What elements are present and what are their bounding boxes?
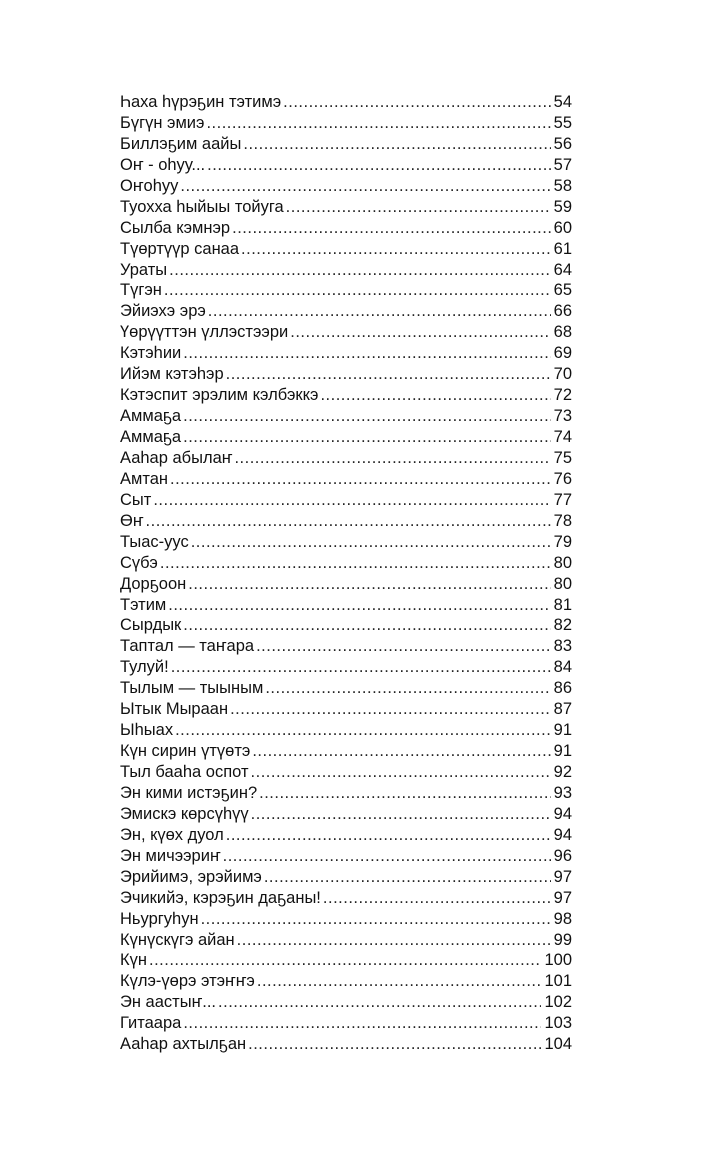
toc-entry-title: Тылым — тыыным [120, 679, 264, 698]
toc-entry-page-number: 60 [553, 218, 572, 237]
toc-entry-title: Биллэҕим аайы [120, 134, 242, 153]
toc-dot-leader [169, 260, 550, 281]
toc-entry-title: Кэтэһии [120, 344, 182, 363]
toc-entry [120, 239, 572, 260]
toc-entry-page-number: 103 [544, 1014, 572, 1033]
toc-entry-page-number: 65 [553, 281, 572, 300]
toc-dot-leader [191, 532, 551, 553]
toc-entry [120, 992, 572, 1013]
toc-dot-leader [232, 218, 551, 239]
toc-dot-leader [286, 197, 551, 218]
toc-entry [120, 553, 572, 574]
toc-dot-leader [283, 92, 550, 113]
toc-dot-leader [320, 385, 550, 406]
toc-entry [120, 448, 572, 469]
toc-entry-page-number: 92 [553, 763, 572, 781]
toc-entry-title: Таптал — таҥара [120, 637, 255, 656]
toc-entry-title: Ньургуһун [120, 909, 199, 928]
toc-entry-page-number: 83 [553, 637, 572, 656]
toc-dot-leader [243, 134, 550, 155]
toc-entry-page-number: 68 [553, 323, 572, 342]
toc-entry-title: Эрийимэ, эрэйимэ [120, 867, 262, 886]
toc-dot-leader [234, 448, 550, 469]
toc-dot-leader [256, 636, 551, 657]
toc-entry-title: Сырдык [120, 616, 182, 635]
toc-dot-leader [183, 406, 551, 427]
toc-entry-page-number: 102 [544, 993, 572, 1012]
toc-entry [120, 1013, 572, 1034]
toc-entry-title: Аммаҕа [120, 407, 182, 426]
toc-entry-page-number: 86 [553, 679, 572, 698]
toc-entry-title: Күлэ-үөрэ этэҥҥэ [120, 972, 255, 991]
toc-dot-leader [207, 155, 550, 176]
toc-entry [120, 867, 572, 888]
toc-dot-leader [323, 888, 551, 909]
toc-entry-title: Ааһар абылаҥ [120, 448, 233, 467]
toc-dot-leader [241, 239, 551, 260]
toc-entry-page-number: 59 [553, 197, 572, 216]
toc-entry [120, 1034, 572, 1055]
toc-entry [120, 364, 572, 385]
toc-entry-title: Аммаҕа [120, 428, 182, 446]
toc-entry [120, 741, 572, 762]
toc-entry-title: Бүгүн эмиэ [120, 113, 205, 132]
toc-entry-page-number: 56 [553, 134, 572, 153]
toc-entry [120, 469, 572, 490]
toc-entry-page-number: 72 [553, 386, 572, 405]
toc-entry [120, 113, 572, 134]
toc-entry [120, 197, 572, 218]
toc-entry-page-number: 98 [553, 909, 572, 928]
toc-dot-leader [226, 364, 551, 385]
toc-dot-leader [223, 846, 551, 867]
toc-entry-title: Эчикийэ, кэрэҕин даҕаны! [120, 888, 321, 907]
toc-dot-leader [164, 280, 551, 301]
toc-dot-leader [175, 720, 551, 741]
toc-entry [120, 720, 572, 741]
toc-entry-page-number: 74 [553, 428, 572, 446]
toc-entry-page-number: 94 [553, 825, 572, 844]
toc-entry-title: Эн, күөх дуол [120, 825, 224, 844]
toc-entry-page-number: 61 [553, 239, 572, 258]
toc-entry-title: Күн [120, 951, 147, 970]
toc-entry-title: Күнүскүгэ айан [120, 930, 235, 949]
toc-entry-page-number: 78 [553, 511, 572, 530]
toc-entry-title: Тыл бааһа оспот [120, 763, 249, 781]
toc-entry-title: Туохха һыйыы тойуга [120, 197, 284, 216]
toc-entry-title: Күн сирин үтүөтэ [120, 742, 251, 761]
toc-entry-title: Ийэм кэтэһэр [120, 365, 224, 384]
toc-dot-leader [226, 825, 551, 846]
toc-entry-page-number: 64 [553, 260, 572, 279]
toc-entry-title: Һаха һүрэҕин тэтимэ [120, 93, 282, 111]
toc-dot-leader [188, 574, 550, 595]
toc-entry [120, 657, 572, 678]
toc-entry-page-number: 104 [544, 1035, 572, 1054]
toc-dot-leader [264, 867, 551, 888]
toc-entry-page-number: 99 [553, 930, 572, 949]
toc-dot-leader [259, 783, 551, 804]
toc-entry-title: Эмискэ көрсүһүү [120, 804, 249, 823]
toc-entry [120, 783, 572, 804]
toc-entry-page-number: 70 [553, 365, 572, 384]
toc-entry-page-number: 97 [553, 888, 572, 907]
toc-dot-leader [183, 343, 550, 364]
toc-entry-page-number: 57 [553, 155, 572, 174]
toc-entry [120, 176, 572, 197]
toc-entry [120, 595, 572, 616]
toc-entry-page-number: 75 [553, 448, 572, 467]
toc-entry-title: Сүбэ [120, 553, 158, 572]
toc-entry [120, 385, 572, 406]
toc-dot-leader [251, 804, 551, 825]
toc-entry [120, 762, 572, 783]
toc-entry-title: Эн аастыҥ... [120, 993, 217, 1012]
toc-entry [120, 971, 572, 992]
toc-entry [120, 301, 572, 322]
toc-dot-leader [208, 301, 551, 322]
toc-dot-leader [290, 322, 550, 343]
toc-entry [120, 490, 572, 511]
toc-dot-leader [257, 971, 542, 992]
toc-entry [120, 804, 572, 825]
toc-entry-title: Ааһар ахтылҕан [120, 1035, 247, 1054]
toc-entry-title: Сыт [120, 490, 152, 509]
toc-entry [120, 218, 572, 239]
toc-entry [120, 322, 572, 343]
toc-entry-page-number: 73 [553, 407, 572, 426]
toc-entry-title: Тэтим [120, 595, 167, 614]
toc-entry [120, 406, 572, 427]
toc-dot-leader [248, 1034, 541, 1055]
toc-entry-title: Кэтэспит эрэлим кэлбэккэ [120, 386, 319, 405]
toc-entry-title: Ураты [120, 260, 168, 279]
toc-dot-leader [251, 762, 551, 783]
toc-entry [120, 343, 572, 364]
toc-entry [120, 909, 572, 930]
toc-dot-leader [180, 176, 550, 197]
toc-entry [120, 134, 572, 155]
toc-entry [120, 260, 572, 281]
toc-dot-leader [237, 930, 551, 951]
toc-entry-page-number: 77 [553, 490, 572, 509]
toc-entry [120, 950, 572, 971]
toc-entry-title: Эн мичээриҥ [120, 846, 221, 865]
toc-entry-page-number: 66 [553, 302, 572, 321]
toc-dot-leader [153, 490, 550, 511]
toc-entry [120, 427, 572, 448]
toc-entry-page-number: 80 [553, 553, 572, 572]
toc-dot-leader [146, 511, 551, 532]
toc-entry-page-number: 58 [553, 176, 572, 195]
toc-entry-page-number: 96 [553, 846, 572, 865]
toc-entry-title: Эн кими истэҕин? [120, 783, 258, 802]
toc-entry-title: Түгэн [120, 281, 162, 300]
toc-entry-title: Эйиэхэ эрэ [120, 302, 206, 321]
toc-entry [120, 930, 572, 951]
toc-entry-title: Дорҕоон [120, 574, 187, 593]
toc-entry-page-number: 94 [553, 804, 572, 823]
table-of-contents [120, 92, 572, 1055]
toc-dot-leader [265, 678, 550, 699]
toc-dot-leader [252, 741, 550, 762]
toc-entry [120, 92, 572, 113]
toc-dot-leader [168, 595, 550, 616]
toc-dot-leader [170, 469, 551, 490]
toc-dot-leader [171, 657, 551, 678]
toc-dot-leader [183, 1013, 541, 1034]
toc-entry [120, 511, 572, 532]
toc-entry-page-number: 55 [553, 113, 572, 132]
toc-entry-title: Тыас-уус [120, 532, 189, 551]
toc-entry [120, 155, 572, 176]
toc-entry-page-number: 87 [553, 700, 572, 719]
toc-entry [120, 615, 572, 636]
toc-entry-page-number: 84 [553, 658, 572, 677]
toc-entry-page-number: 69 [553, 344, 572, 363]
toc-entry-page-number: 80 [553, 574, 572, 593]
toc-dot-leader [230, 699, 551, 720]
toc-entry-title: Оҥ - оһуу... [120, 155, 206, 174]
toc-entry [120, 678, 572, 699]
toc-dot-leader [160, 553, 551, 574]
toc-entry-title: Үөрүүттэн үллэстээри [120, 323, 289, 342]
toc-entry [120, 280, 572, 301]
toc-entry-page-number: 76 [553, 469, 572, 488]
toc-entry-page-number: 97 [553, 867, 572, 886]
toc-entry-title: Түөртүүр санаа [120, 239, 240, 258]
toc-dot-leader [201, 909, 551, 930]
toc-entry-title: Гитаара [120, 1014, 182, 1033]
toc-dot-leader [206, 113, 550, 134]
toc-entry-page-number: 101 [544, 972, 572, 991]
toc-entry-page-number: 91 [553, 742, 572, 761]
toc-dot-leader [183, 615, 550, 636]
toc-entry-page-number: 91 [553, 721, 572, 740]
toc-entry-page-number: 81 [553, 595, 572, 614]
toc-entry-title: Тулуй! [120, 658, 169, 677]
toc-entry-page-number: 79 [553, 532, 572, 551]
toc-entry-title: Сылба кэмнэр [120, 218, 231, 237]
toc-entry-page-number: 93 [553, 783, 572, 802]
toc-entry-title: Өҥ [120, 511, 144, 530]
toc-entry [120, 699, 572, 720]
toc-entry-page-number: 100 [544, 951, 572, 970]
toc-entry-title: Ыһыах [120, 721, 174, 740]
toc-entry [120, 574, 572, 595]
toc-entry [120, 888, 572, 909]
toc-entry-page-number: 82 [553, 616, 572, 635]
toc-entry-title: Амтан [120, 469, 169, 488]
toc-entry [120, 846, 572, 867]
toc-entry-title: Оҥоһуу [120, 176, 179, 195]
toc-entry [120, 636, 572, 657]
toc-dot-leader [218, 992, 541, 1013]
toc-entry [120, 825, 572, 846]
toc-dot-leader [149, 950, 541, 971]
toc-entry-page-number: 54 [553, 93, 572, 111]
toc-entry [120, 532, 572, 553]
toc-dot-leader [183, 427, 551, 448]
toc-entry-title: Ытык Мыраан [120, 700, 229, 719]
